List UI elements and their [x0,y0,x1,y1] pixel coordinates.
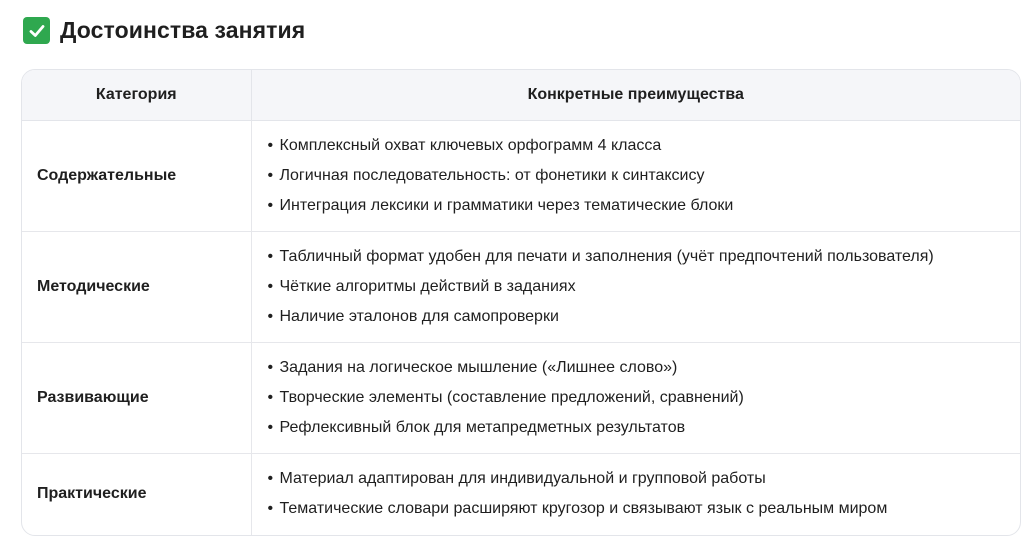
benefits-cell [251,231,1020,342]
benefit-item: • Интеграция лексики и грамматики через тематические блоки [267,196,734,214]
category-cell: Содержательные [22,120,251,231]
benefit-item: • Логичная последовательность: от фонетики к синтаксису [267,166,705,184]
benefit-item: • Чёткие алгоритмы действий в заданиях [267,277,576,295]
benefits-cell [251,453,1020,535]
check-mark-icon [23,17,50,44]
table-row [22,120,1020,231]
section-title: Достоинства занятия [60,17,306,43]
category-cell: Практические [22,453,251,535]
benefit-item: • Наличие эталонов для самопроверки [267,307,559,325]
column-header-benefits: Конкретные преимущества [251,70,1020,120]
benefit-item: • Комплексный охват ключевых орфограмм 4 класса [267,136,662,154]
benefits-cell [251,342,1020,453]
table-row [22,231,1020,342]
table-row [22,342,1020,453]
table-row [22,453,1020,535]
table-header-row [22,70,1020,120]
section-heading [23,17,305,44]
category-cell: Развивающие [22,342,251,453]
benefit-item: • Рефлексивный блок для метапредметных результатов [267,418,686,436]
benefit-item: • Задания на логическое мышление («Лишнее слово») [267,358,678,376]
benefits-cell [251,120,1020,231]
column-header-category: Категория [22,70,251,120]
benefit-item: • Материал адаптирован для индивидуальной и групповой работы [267,470,766,488]
category-cell: Методические [22,231,251,342]
benefit-item: • Тематические словари расширяют кругозор и связывают язык с реальным миром [267,500,888,518]
benefit-item: • Творческие элементы (составление предложений, сравнений) [267,388,744,406]
advantages-table [21,69,1021,536]
benefit-item: • Табличный формат удобен для печати и заполнения (учёт предпочтений пользователя) [267,247,934,265]
